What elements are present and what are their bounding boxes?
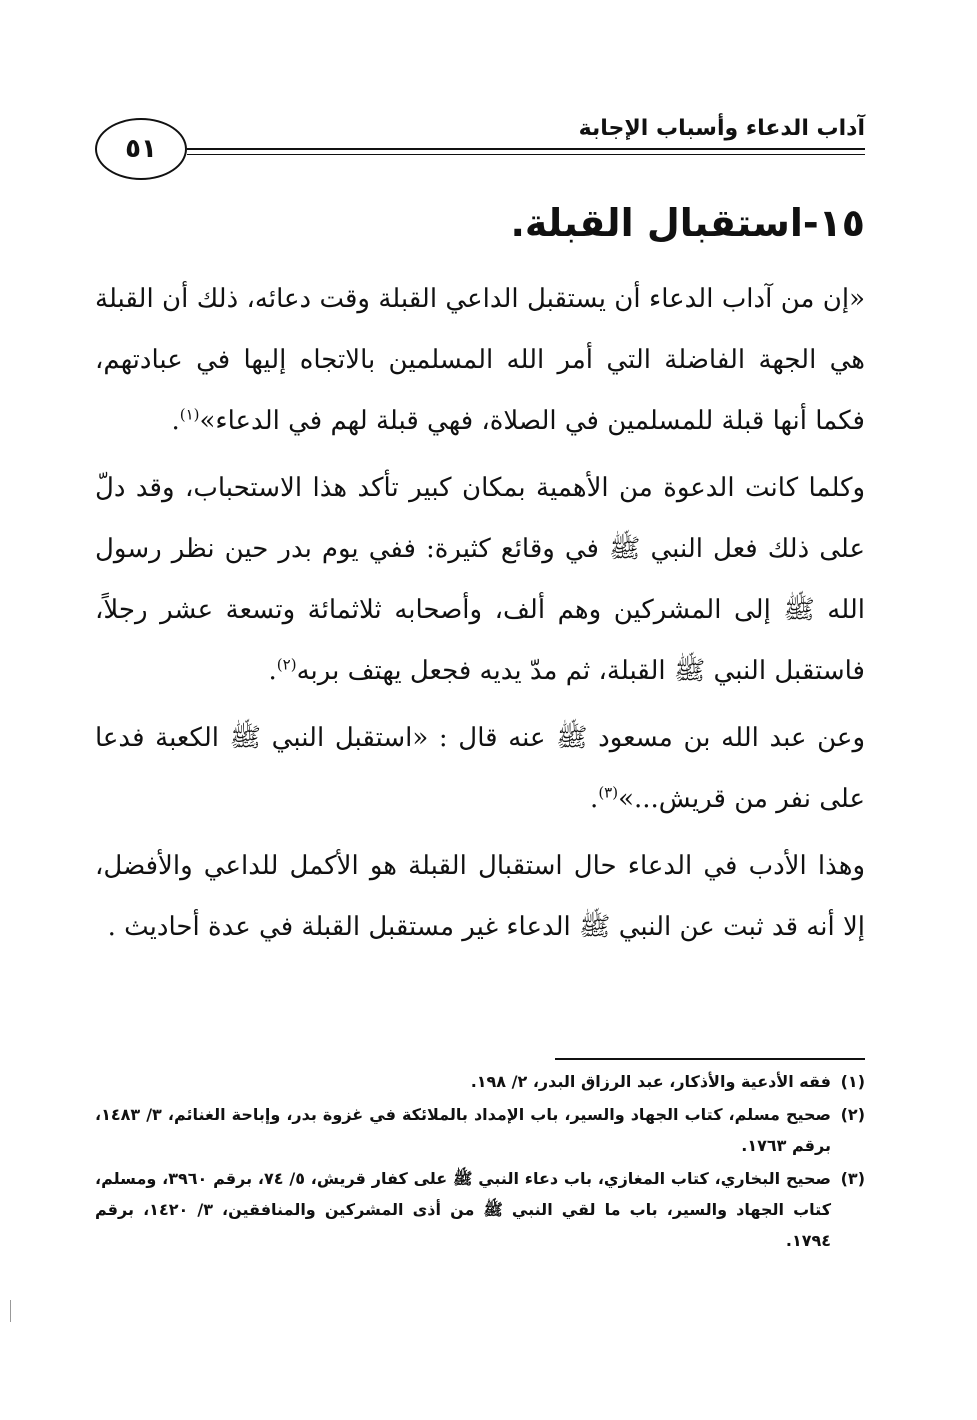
paragraph-3 <box>95 708 865 830</box>
page-number: ٥١ <box>95 118 187 180</box>
footnote-ref: (٣) <box>598 783 619 802</box>
scan-margin-mark <box>10 1300 11 1322</box>
footnote-number: (٣) <box>840 1169 865 1188</box>
footnote-text: صحيح البخاري، كتاب المغازي، باب دعاء النبي ﷺ على كفار قريش، ٥/ ٧٤، برقم ٣٩٦٠، ومسلم، كتاب الجهاد والسير، باب ما لقي النبي ﷺ من أذى المشركين والمنافقين، ٣/ ١٤٢٠، برقم ١٧٩٤. <box>95 1169 832 1250</box>
footnote-separator <box>555 1058 865 1060</box>
footnote-2 <box>95 1099 865 1161</box>
paragraph-2 <box>95 458 865 702</box>
footnote-number: (١) <box>840 1072 865 1091</box>
header-rule <box>187 148 865 155</box>
paragraph-text: وهذا الأدب في الدعاء حال استقبال القبلة هو الأكمل للداعي والأفضل، إلا أنه قد ثبت عن النبي ﷺ الدعاء غير مستقبل القبلة في عدة أحاديث . <box>95 851 865 942</box>
footnote-number: (٢) <box>840 1105 865 1124</box>
paragraph-text: وكلما كانت الدعوة من الأهمية بمكان كبير تأكد هذا الاستحباب، وقد دلّ على ذلك فعل النبي ﷺ في وقائع كثيرة: ففي يوم بدر حين نظر رسول الله ﷺ إلى المشركين وهم ألف، وأصحابه ثلاثمائة وتسعة عشر رجلاً، فاستقبل النبي ﷺ القبلة، ثم مدّ يديه فجعل يهتف بربه <box>95 473 865 686</box>
footnote-ref: (١) <box>179 405 200 424</box>
paragraph-text: وعن عبد الله بن مسعود ﷺ عنه قال : «استقبل النبي ﷺ الكعبة فدعا على نفر من قريش...» <box>95 723 865 814</box>
footnotes <box>95 1058 865 1258</box>
footnote-1 <box>95 1066 865 1097</box>
page-header <box>95 112 865 190</box>
paragraph-1 <box>95 269 865 452</box>
paragraph-text: «إن من آداب الدعاء أن يستقبل الداعي القبلة وقت دعائه، ذلك أن القبلة هي الجهة الفاضلة التي أمر الله المسلمين بالاتجاه إليها في عبادتهم، فكما أنها قبلة للمسلمين في الصلاة، فهي قبلة لهم في الدعاء» <box>95 284 865 436</box>
paragraph-end: . <box>268 656 277 686</box>
footnote-text: صحيح مسلم، كتاب الجهاد والسير، باب الإمداد بالملائكة في غزوة بدر، وإباحة الغنائم، ٣/ ١٤٨٣، برقم ١٧٦٣. <box>95 1105 832 1155</box>
footnote-text: فقه الأدعية والأذكار، عبد الرزاق البدر، ٢/ ١٩٨. <box>470 1072 831 1091</box>
main-content <box>95 195 865 964</box>
paragraph-4 <box>95 836 865 958</box>
footnote-ref: (٢) <box>276 655 297 674</box>
running-title: آداب الدعاء وأسباب الإجابة <box>578 116 865 141</box>
paragraph-end: . <box>171 406 180 436</box>
section-heading: ١٥-استقبال القبلة. <box>510 201 865 245</box>
paragraph-end: . <box>590 784 599 814</box>
footnote-3 <box>95 1163 865 1256</box>
